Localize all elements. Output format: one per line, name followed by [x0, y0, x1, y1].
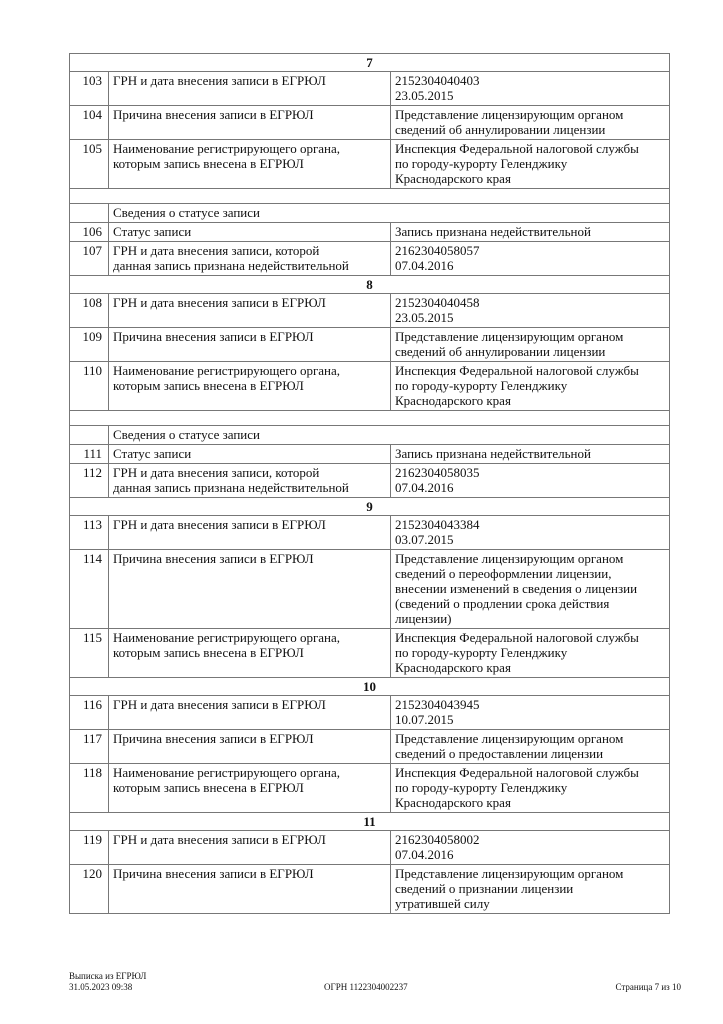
field-name-cell — [109, 223, 391, 242]
table-row — [70, 730, 670, 764]
row-number: 113 — [70, 516, 109, 550]
row-number: 119 — [70, 831, 109, 865]
section-number: 10 — [70, 678, 670, 696]
field-value-line: 23.05.2015 — [395, 88, 454, 103]
field-value-line: 2152304040458 — [395, 295, 480, 310]
field-value-cell — [391, 72, 670, 106]
section-header-row — [70, 276, 670, 294]
table-row — [70, 223, 670, 242]
field-name-line: Наименование регистрирующего органа, — [113, 141, 341, 156]
table-row — [70, 629, 670, 678]
field-value-line: 23.05.2015 — [395, 310, 454, 325]
field-value-cell — [391, 831, 670, 865]
field-value-line: 2152304043384 — [395, 517, 480, 532]
empty-cell — [70, 189, 670, 204]
field-value-line: Краснодарского края — [395, 171, 511, 186]
row-number: 114 — [70, 550, 109, 629]
table-row — [70, 445, 670, 464]
row-number: 107 — [70, 242, 109, 276]
field-value-line: 07.04.2016 — [395, 480, 454, 495]
table-row — [70, 831, 670, 865]
field-value-cell — [391, 865, 670, 914]
field-name-cell — [109, 730, 391, 764]
field-name-line: Статус записи — [113, 446, 192, 461]
field-value-line: Инспекция Федеральной налоговой службы — [395, 141, 639, 156]
field-name-line: Причина внесения записи в ЕГРЮЛ — [113, 329, 314, 344]
field-name-cell — [109, 764, 391, 813]
table-row — [70, 550, 670, 629]
section-number: 11 — [70, 813, 670, 831]
table-row — [70, 72, 670, 106]
subheader-title: Сведения о статусе записи — [109, 204, 670, 223]
egrul-extract-table — [69, 53, 670, 914]
section-header-row — [70, 813, 670, 831]
subheader-num-cell — [70, 426, 109, 445]
subheader-row — [70, 204, 670, 223]
field-value-line: Представление лицензирующим органом — [395, 866, 624, 881]
field-value-line: Представление лицензирующим органом — [395, 731, 624, 746]
field-value-line: Краснодарского края — [395, 795, 511, 810]
field-value-cell — [391, 550, 670, 629]
field-value-cell — [391, 764, 670, 813]
field-value-line: Запись признана недействительной — [395, 224, 591, 239]
table-row — [70, 764, 670, 813]
field-name-cell — [109, 831, 391, 865]
row-number: 111 — [70, 445, 109, 464]
field-name-line: ГРН и дата внесения записи в ЕГРЮЛ — [113, 832, 326, 847]
field-value-line: 07.04.2016 — [395, 258, 454, 273]
field-value-cell — [391, 516, 670, 550]
field-value-cell — [391, 242, 670, 276]
field-value-line: (сведений о продлении срока действия — [395, 596, 610, 611]
subheader-num-cell — [70, 204, 109, 223]
field-value-line: сведений о признании лицензии — [395, 881, 574, 896]
field-name-line: ГРН и дата внесения записи в ЕГРЮЛ — [113, 73, 326, 88]
field-value-line: сведений о переоформлении лицензии, — [395, 566, 612, 581]
field-name-cell — [109, 516, 391, 550]
field-name-line: данная запись признана недействительной — [113, 480, 349, 495]
field-value-line: Краснодарского края — [395, 393, 511, 408]
field-value-cell — [391, 140, 670, 189]
row-number: 104 — [70, 106, 109, 140]
field-name-cell — [109, 464, 391, 498]
table-row — [70, 362, 670, 411]
field-name-line: Наименование регистрирующего органа, — [113, 363, 341, 378]
row-number: 103 — [70, 72, 109, 106]
empty-row — [70, 189, 670, 204]
field-value-line: Представление лицензирующим органом — [395, 107, 624, 122]
row-number: 109 — [70, 328, 109, 362]
table-row — [70, 328, 670, 362]
field-value-line: 2162304058057 — [395, 243, 480, 258]
field-value-line: 2152304043945 — [395, 697, 480, 712]
field-value-line: 10.07.2015 — [395, 712, 454, 727]
field-value-line: 07.04.2016 — [395, 847, 454, 862]
section-header-row — [70, 678, 670, 696]
footer-page-number: Страница 7 из 10 — [615, 982, 681, 992]
field-name-line: Причина внесения записи в ЕГРЮЛ — [113, 866, 314, 881]
field-name-cell — [109, 362, 391, 411]
field-value-line: Инспекция Федеральной налоговой службы — [395, 630, 639, 645]
field-name-cell — [109, 696, 391, 730]
field-name-line: ГРН и дата внесения записи в ЕГРЮЛ — [113, 295, 326, 310]
field-name-cell — [109, 242, 391, 276]
field-value-line: утратившей силу — [395, 896, 490, 911]
field-value-line: Запись признана недействительной — [395, 446, 591, 461]
field-value-line: Инспекция Федеральной налоговой службы — [395, 363, 639, 378]
footer-ogrn: ОГРН 1122304002237 — [324, 982, 408, 992]
row-number: 105 — [70, 140, 109, 189]
subheader-row — [70, 426, 670, 445]
section-number: 8 — [70, 276, 670, 294]
field-name-line: ГРН и дата внесения записи, которой — [113, 465, 320, 480]
section-header-row — [70, 54, 670, 72]
field-value-line: сведений об аннулировании лицензии — [395, 344, 606, 359]
field-value-cell — [391, 328, 670, 362]
field-value-line: по городу-курорту Геленджику — [395, 780, 568, 795]
field-value-line: 2162304058035 — [395, 465, 480, 480]
field-name-cell — [109, 629, 391, 678]
field-value-cell — [391, 445, 670, 464]
row-number: 118 — [70, 764, 109, 813]
field-name-line: ГРН и дата внесения записи в ЕГРЮЛ — [113, 697, 326, 712]
field-name-line: Причина внесения записи в ЕГРЮЛ — [113, 107, 314, 122]
field-name-line: данная запись признана недействительной — [113, 258, 349, 273]
row-number: 112 — [70, 464, 109, 498]
field-name-cell — [109, 140, 391, 189]
row-number: 108 — [70, 294, 109, 328]
field-name-line: Наименование регистрирующего органа, — [113, 630, 341, 645]
field-name-cell — [109, 106, 391, 140]
footer-doc-title: Выписка из ЕГРЮЛ — [69, 971, 147, 981]
row-number: 106 — [70, 223, 109, 242]
table-row — [70, 464, 670, 498]
empty-row — [70, 411, 670, 426]
field-value-line: 2162304058002 — [395, 832, 480, 847]
field-value-cell — [391, 223, 670, 242]
row-number: 110 — [70, 362, 109, 411]
field-name-line: которым запись внесена в ЕГРЮЛ — [113, 780, 304, 795]
field-name-cell — [109, 550, 391, 629]
field-value-line: по городу-курорту Геленджику — [395, 645, 568, 660]
field-value-line: по городу-курорту Геленджику — [395, 378, 568, 393]
field-value-line: сведений об аннулировании лицензии — [395, 122, 606, 137]
section-number: 9 — [70, 498, 670, 516]
table-row — [70, 865, 670, 914]
table-row — [70, 516, 670, 550]
field-name-cell — [109, 445, 391, 464]
field-value-line: лицензии) — [395, 611, 452, 626]
field-name-line: Статус записи — [113, 224, 192, 239]
field-value-line: Инспекция Федеральной налоговой службы — [395, 765, 639, 780]
section-number: 7 — [70, 54, 670, 72]
row-number: 115 — [70, 629, 109, 678]
field-name-line: которым запись внесена в ЕГРЮЛ — [113, 378, 304, 393]
row-number: 120 — [70, 865, 109, 914]
table-row — [70, 696, 670, 730]
field-name-line: Причина внесения записи в ЕГРЮЛ — [113, 731, 314, 746]
field-name-line: Наименование регистрирующего органа, — [113, 765, 341, 780]
field-value-line: сведений о предоставлении лицензии — [395, 746, 604, 761]
footer-left — [69, 971, 146, 993]
field-value-line: 03.07.2015 — [395, 532, 454, 547]
table-body — [70, 54, 670, 914]
field-value-line: Краснодарского края — [395, 660, 511, 675]
field-value-line: внесении изменений в сведения о лицензии — [395, 581, 638, 596]
empty-cell — [70, 411, 670, 426]
field-value-cell — [391, 730, 670, 764]
field-name-line: которым запись внесена в ЕГРЮЛ — [113, 645, 304, 660]
field-value-cell — [391, 629, 670, 678]
field-value-cell — [391, 696, 670, 730]
field-name-line: ГРН и дата внесения записи, которой — [113, 243, 320, 258]
field-name-line: ГРН и дата внесения записи в ЕГРЮЛ — [113, 517, 326, 532]
table-row — [70, 106, 670, 140]
field-value-cell — [391, 464, 670, 498]
field-name-cell — [109, 865, 391, 914]
footer-datetime: 31.05.2023 09:38 — [69, 982, 133, 992]
table-row — [70, 242, 670, 276]
field-name-cell — [109, 328, 391, 362]
field-value-cell — [391, 294, 670, 328]
field-name-cell — [109, 72, 391, 106]
section-header-row — [70, 498, 670, 516]
field-name-line: Причина внесения записи в ЕГРЮЛ — [113, 551, 314, 566]
field-value-line: Представление лицензирующим органом — [395, 329, 624, 344]
field-value-cell — [391, 362, 670, 411]
row-number: 117 — [70, 730, 109, 764]
subheader-title: Сведения о статусе записи — [109, 426, 670, 445]
table-row — [70, 140, 670, 189]
field-value-line: по городу-курорту Геленджику — [395, 156, 568, 171]
field-name-line: которым запись внесена в ЕГРЮЛ — [113, 156, 304, 171]
field-value-line: 2152304040403 — [395, 73, 480, 88]
field-value-line: Представление лицензирующим органом — [395, 551, 624, 566]
field-name-cell — [109, 294, 391, 328]
row-number: 116 — [70, 696, 109, 730]
table-row — [70, 294, 670, 328]
field-value-cell — [391, 106, 670, 140]
